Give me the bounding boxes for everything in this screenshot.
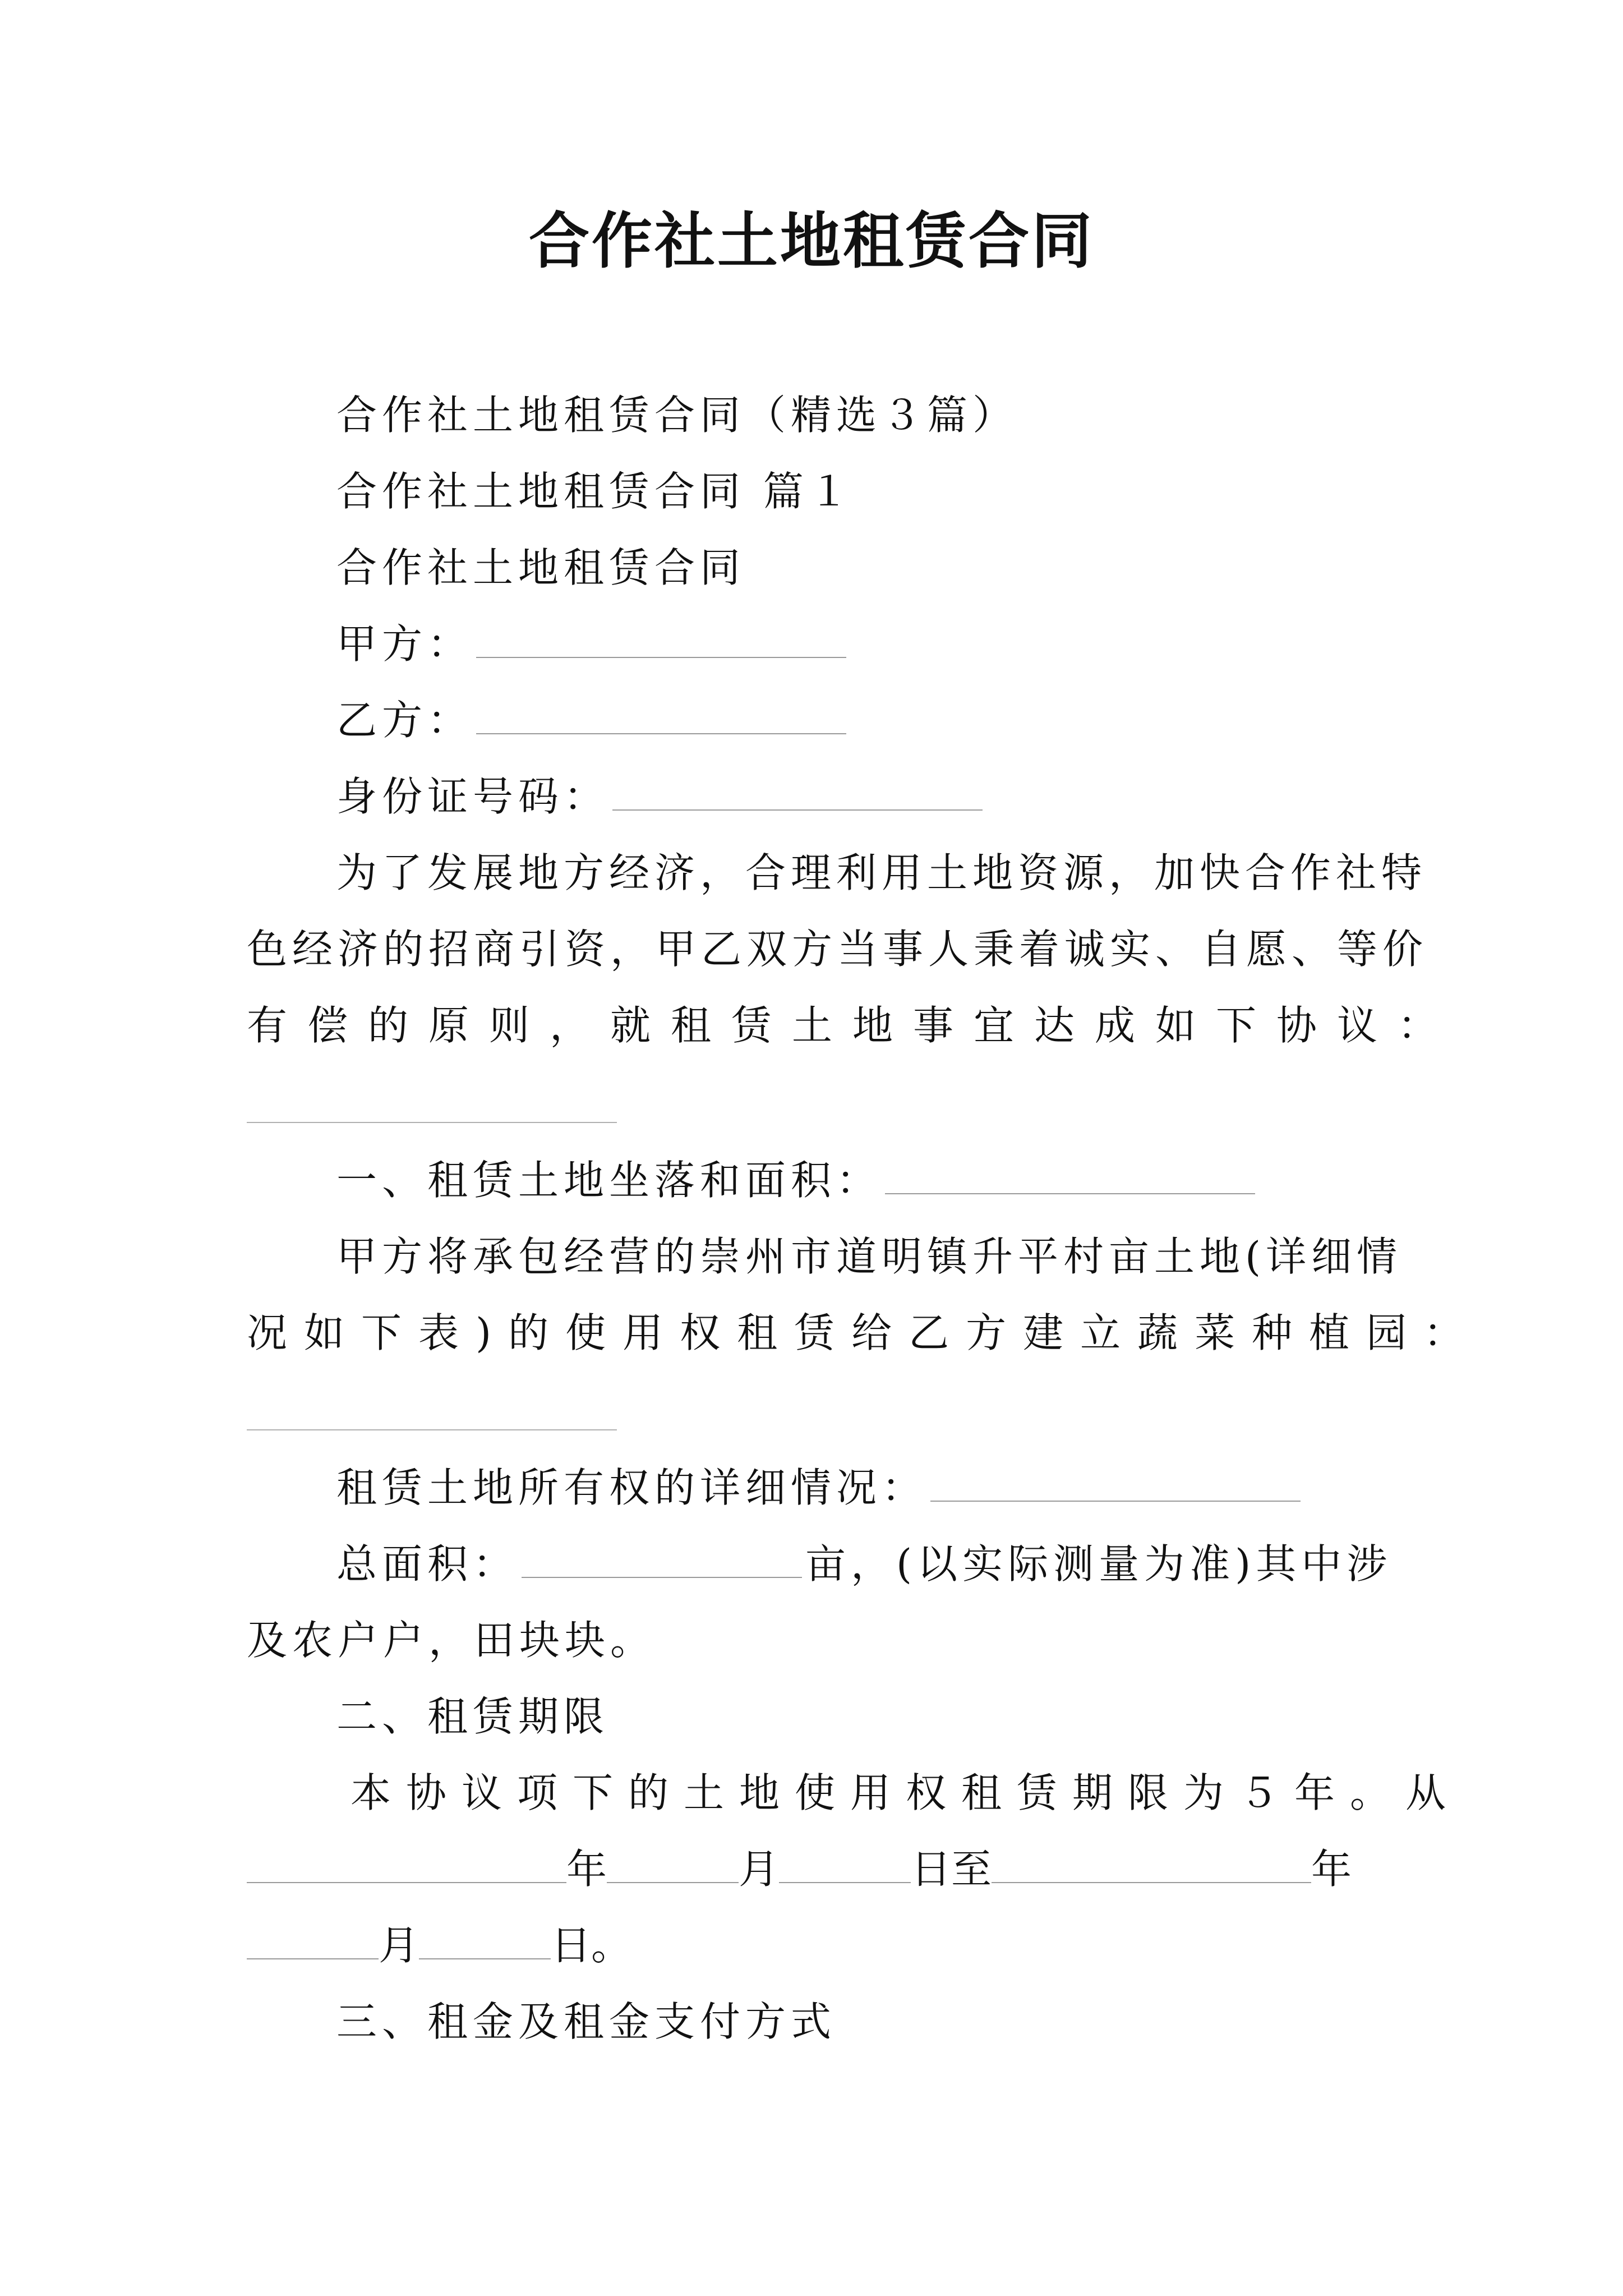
contract-name: 合作社土地租赁合同 [336, 544, 746, 591]
id-number-line [336, 769, 1380, 825]
start-month-blank [607, 1876, 739, 1883]
intro-line-2: 色经济的招商引资，甲乙双方当事人秉着诚实、自愿、等价 [247, 926, 1428, 973]
document-title: 合作社土地租赁合同 [528, 206, 1094, 277]
party-a-blank [476, 651, 846, 658]
intro-line-3: 有偿的原则，就租赁土地事宜达成如下协议： [247, 1002, 1459, 1049]
party-b-blank [476, 728, 846, 734]
start-month-label: 月 [739, 1846, 780, 1893]
start-year-blank [247, 1876, 566, 1883]
chapter-heading: 合作社土地租赁合同 篇１ [336, 468, 854, 515]
area-line [336, 1536, 1393, 1592]
start-year-label: 年 [566, 1846, 607, 1893]
party-b-label: 乙方： [336, 697, 473, 744]
start-day-blank [779, 1876, 911, 1883]
ownership-label: 租赁土地所有权的详细情况： [336, 1464, 928, 1511]
id-number-blank [612, 804, 983, 811]
section1-line-1: 甲方将承包经营的崇州市道明镇升平村亩土地(详细情 [336, 1233, 1403, 1280]
end-month-label: 月 [379, 1922, 419, 1969]
section3-heading: 三、租金及租金支付方式 [336, 1998, 837, 2045]
area-unit-text: 亩，(以实际测量为准)其中涉 [805, 1540, 1393, 1588]
section1-line-2: 况如下表)的使用权租赁给乙方建立蔬菜种植园： [247, 1309, 1481, 1356]
term-line-3 [247, 1917, 1380, 1973]
section1-heading: 一、租赁土地坐落和面积： [336, 1157, 882, 1204]
end-day-label: 日。 [551, 1922, 632, 1969]
section1-blank [885, 1188, 1255, 1194]
document-subtitle: 合作社土地租赁合同（精选３篇） [336, 392, 1018, 439]
intro-line-1: 为了发展地方经济，合理利用土地资源，加快合作社特 [336, 849, 1427, 896]
party-b-line [336, 692, 1380, 748]
term-line-2 [247, 1841, 1380, 1897]
start-day-to-label: 日至 [911, 1846, 992, 1893]
section1-detail-blank [247, 1429, 617, 1430]
ownership-blank [930, 1495, 1301, 1502]
id-number-label: 身份证号码： [336, 773, 610, 820]
area-label: 总面积： [336, 1540, 519, 1588]
section1-heading-line [336, 1152, 1380, 1208]
party-a-label: 甲方： [336, 620, 473, 668]
party-a-line [336, 616, 1380, 672]
ownership-line [336, 1460, 1380, 1516]
term-line-1: 本协议项下的土地使用权租赁期限为５年。从 [351, 1769, 1461, 1816]
area-line-2: 及农户户，田块块。 [247, 1617, 656, 1664]
intro-blank [247, 1122, 617, 1123]
section2-heading: 二、租赁期限 [336, 1693, 610, 1740]
end-day-blank [419, 1953, 551, 1959]
end-year-blank [992, 1876, 1311, 1883]
end-year-label: 年 [1311, 1846, 1352, 1893]
area-blank [522, 1571, 802, 1578]
end-month-blank [247, 1953, 379, 1959]
